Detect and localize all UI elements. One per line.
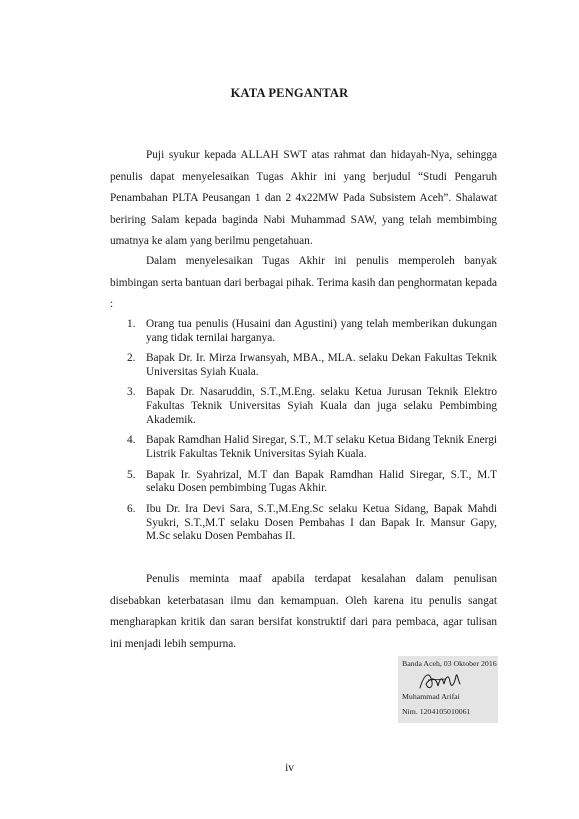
list-item (110, 318, 497, 346)
list-item-text: Bapak Ramdhan Halid Siregar, S.T., M.T selaku Ketua Bidang Teknik Energi Listrik Fakultas Teknik Universitas Syiah Kuala. (146, 434, 497, 461)
page-number: iv (285, 762, 294, 774)
list-item-text: Orang tua penulis (Husaini dan Agustini) yang telah memberikan dukungan yang tidak ternilai harganya. (146, 318, 497, 344)
list-item (110, 503, 497, 544)
signature-name: Muhammad Arifai (402, 692, 460, 701)
list-item (110, 469, 497, 497)
list-item (110, 434, 497, 462)
acknowledgement-list (110, 318, 497, 551)
handwritten-signature (416, 668, 464, 694)
list-item-text: Bapak Dr. Ir. Mirza Irwansyah, MBA., MLA. selaku Dekan Fakultas Teknik Universitas Syiah Kuala. (146, 352, 497, 378)
list-item-number: 3. (127, 386, 136, 399)
paragraph-acknowledgement-intro: Dalam menyelesaikan Tugas Akhir ini penulis memperoleh banyak bimbingan serta bantuan dari berbagai pihak. Terima kasih dan penghormatan kepada : (110, 255, 497, 310)
signature-nim: Nim. 1204105010061 (402, 707, 471, 716)
list-item-number: 2. (127, 352, 136, 365)
list-item-text: Bapak Ir. Syahrizal, M.T dan Bapak Ramdhan Halid Siregar, S.T., M.T selaku Dosen pembimbing Tugas Akhir. (146, 468, 497, 495)
signature-place-date: Banda Aceh, 03 Oktober 2016 (402, 659, 497, 668)
paragraph-opening: Puji syukur kepada ALLAH SWT atas rahmat dan hidayah-Nya, sehingga penulis dapat menyelesaikan Tugas Akhir ini yang berjudul “Studi Pengaruh Penambahan PLTA Peusangan 1 dan 2 4x22MW Pada Subsistem Aceh”. Shalawat beriring Salam kepada baginda Nabi Muhammad SAW, yang telah membimbing umatnya ke alam yang berilmu pengetahuan. (110, 149, 497, 247)
paragraph-closing: Penulis meminta maaf apabila terdapat kesalahan dalam penulisan disebabkan keterbatasan ilmu dan kemampuan. Oleh karena itu penulis sangat mengharapkan kritik dan saran bersifat konstruktif dari para pembaca, agar tulisan ini menjadi lebih sempurna. (110, 573, 497, 650)
list-item-number: 4. (127, 434, 136, 447)
list-item-text: Bapak Dr. Nasaruddin, S.T.,M.Eng. selaku Ketua Jurusan Teknik Elektro Fakultas Teknik Universitas Syiah Kuala dan juga selaku Pembimbing Akademik. (146, 386, 497, 426)
list-item-number: 1. (127, 318, 136, 330)
list-item (110, 352, 497, 380)
list-item-text: Ibu Dr. Ira Devi Sara, S.T.,M.Eng.Sc selaku Ketua Sidang, Bapak Mahdi Syukri, S.T.,M.T selaku Dosen Pembahas I dan Bapak Ir. Mansur Gapy, M.Sc selaku Dosen Pembahas II. (146, 502, 497, 543)
list-item-number: 6. (127, 502, 136, 515)
signature-block (398, 656, 498, 723)
list-item-number: 5. (127, 468, 136, 481)
page-title: KATA PENGANTAR (230, 86, 349, 100)
list-item (110, 386, 497, 427)
